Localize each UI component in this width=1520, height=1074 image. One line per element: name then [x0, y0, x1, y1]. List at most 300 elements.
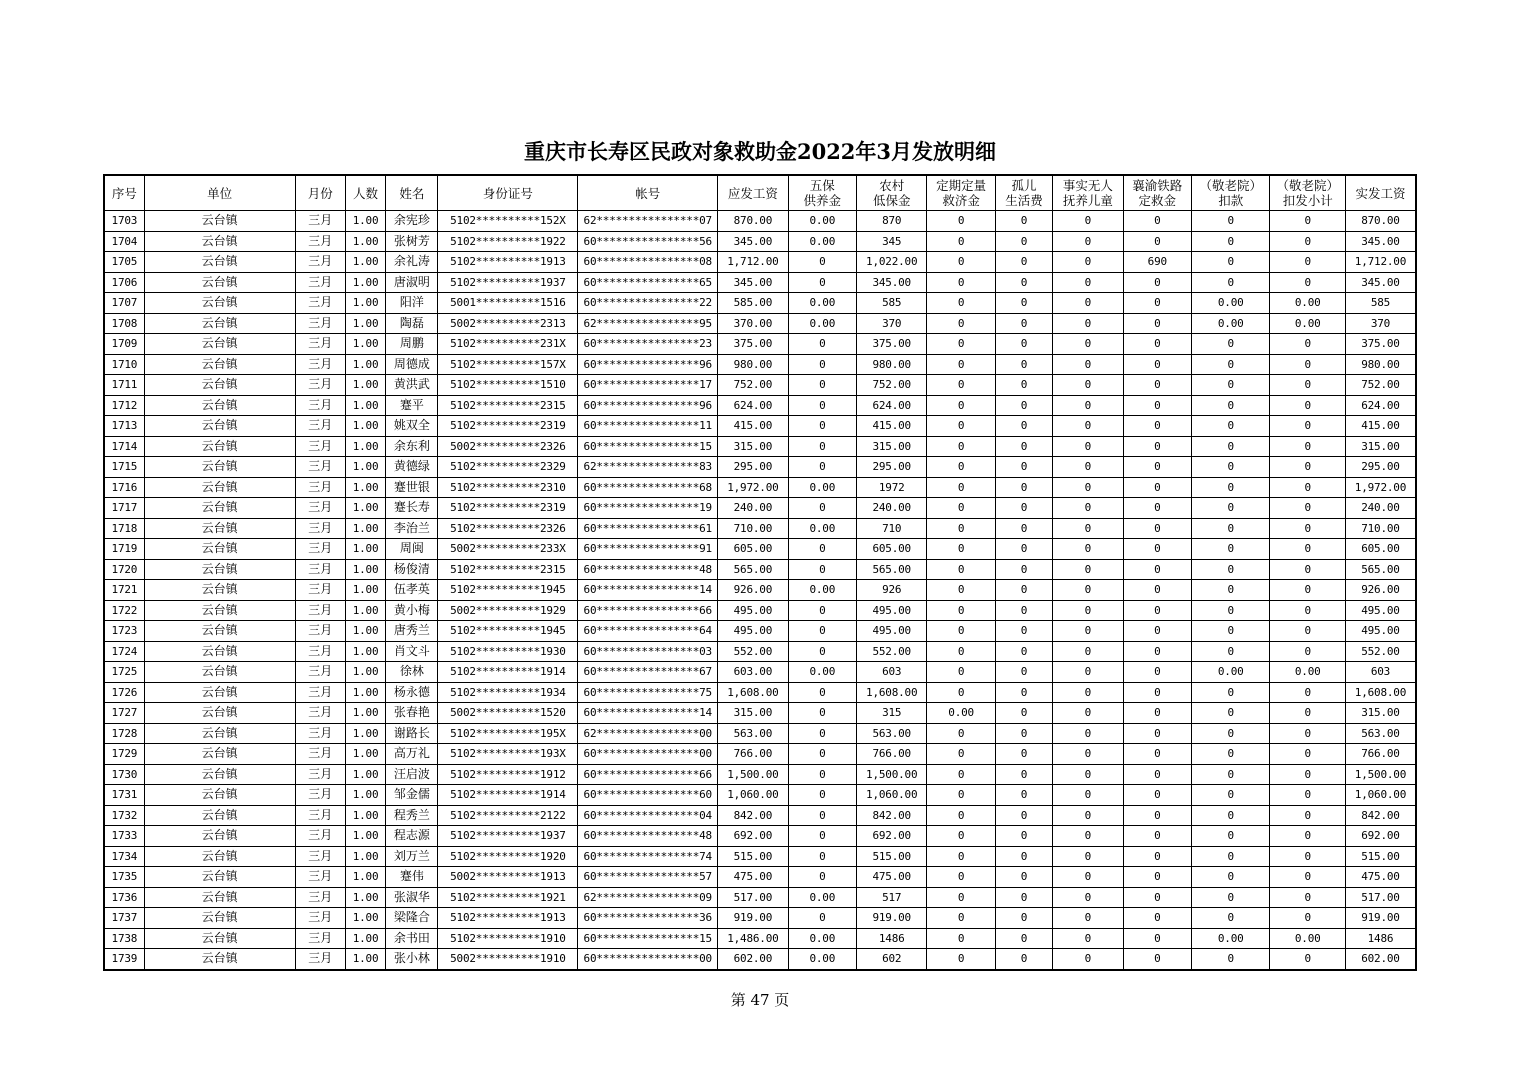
- cell-orphan-allowance: 0: [995, 723, 1052, 744]
- cell-unsupported-child: 0: [1053, 662, 1123, 683]
- cell-count: 1.00: [345, 518, 385, 539]
- table-row: [104, 846, 1416, 867]
- cell-rural-minimum: 605.00: [857, 539, 927, 560]
- cell-unit: 云台镇: [144, 559, 295, 580]
- cell-railway-relief: 0: [1123, 949, 1191, 970]
- cell-id-number: 5102**********1930: [438, 641, 578, 662]
- cell-net-pay: 842.00: [1345, 805, 1416, 826]
- cell-orphan-allowance: 0: [995, 211, 1052, 232]
- cell-name: 谢路长: [386, 723, 438, 744]
- cell-five-guarantee: 0: [788, 764, 856, 785]
- cell-index: 1721: [104, 580, 144, 601]
- cell-fixed-relief: 0: [927, 621, 995, 642]
- cell-unit: 云台镇: [144, 580, 295, 601]
- cell-account: 60****************22: [578, 293, 718, 314]
- cell-unit: 云台镇: [144, 416, 295, 437]
- cell-orphan-allowance: 0: [995, 272, 1052, 293]
- cell-id-number: 5102**********1922: [438, 231, 578, 252]
- table-body: [104, 211, 1416, 970]
- cell-rural-minimum: 315: [857, 703, 927, 724]
- cell-nursing-deduction: 0: [1192, 252, 1270, 273]
- cell-fixed-relief: 0: [927, 846, 995, 867]
- cell-id-number: 5102**********2319: [438, 416, 578, 437]
- cell-railway-relief: 0: [1123, 518, 1191, 539]
- cell-index: 1726: [104, 682, 144, 703]
- cell-nursing-subtotal: 0: [1270, 723, 1345, 744]
- cell-index: 1733: [104, 826, 144, 847]
- cell-railway-relief: 0: [1123, 334, 1191, 355]
- cell-index: 1731: [104, 785, 144, 806]
- cell-orphan-allowance: 0: [995, 231, 1052, 252]
- cell-name: 黄德绿: [386, 457, 438, 478]
- cell-index: 1716: [104, 477, 144, 498]
- cell-net-pay: 565.00: [1345, 559, 1416, 580]
- cell-index: 1713: [104, 416, 144, 437]
- cell-fixed-relief: 0: [927, 457, 995, 478]
- cell-orphan-allowance: 0: [995, 764, 1052, 785]
- cell-count: 1.00: [345, 477, 385, 498]
- cell-nursing-deduction: 0: [1192, 375, 1270, 396]
- header-unsupported-child: 事实无人 抚养儿童: [1053, 175, 1123, 211]
- cell-month: 三月: [295, 354, 345, 375]
- cell-gross-pay: 517.00: [718, 887, 788, 908]
- cell-id-number: 5102**********1937: [438, 826, 578, 847]
- cell-name: 周闽: [386, 539, 438, 560]
- cell-gross-pay: 605.00: [718, 539, 788, 560]
- cell-index: 1732: [104, 805, 144, 826]
- cell-five-guarantee: 0.00: [788, 580, 856, 601]
- cell-nursing-subtotal: 0: [1270, 703, 1345, 724]
- cell-unsupported-child: 0: [1053, 764, 1123, 785]
- cell-unsupported-child: 0: [1053, 908, 1123, 929]
- cell-railway-relief: 690: [1123, 252, 1191, 273]
- cell-id-number: 5102**********1945: [438, 580, 578, 601]
- cell-month: 三月: [295, 416, 345, 437]
- cell-unsupported-child: 0: [1053, 477, 1123, 498]
- cell-fixed-relief: 0: [927, 252, 995, 273]
- cell-gross-pay: 475.00: [718, 867, 788, 888]
- cell-nursing-subtotal: 0: [1270, 354, 1345, 375]
- cell-account: 60****************61: [578, 518, 718, 539]
- cell-fixed-relief: 0: [927, 928, 995, 949]
- cell-five-guarantee: 0: [788, 703, 856, 724]
- cell-five-guarantee: 0.00: [788, 293, 856, 314]
- cell-count: 1.00: [345, 416, 385, 437]
- cell-unit: 云台镇: [144, 805, 295, 826]
- cell-unit: 云台镇: [144, 928, 295, 949]
- cell-rural-minimum: 842.00: [857, 805, 927, 826]
- cell-five-guarantee: 0: [788, 395, 856, 416]
- cell-nursing-subtotal: 0.00: [1270, 293, 1345, 314]
- table-row: [104, 600, 1416, 621]
- cell-name: 周德成: [386, 354, 438, 375]
- cell-name: 余礼涛: [386, 252, 438, 273]
- cell-five-guarantee: 0: [788, 867, 856, 888]
- cell-unsupported-child: 0: [1053, 436, 1123, 457]
- cell-nursing-subtotal: 0: [1270, 559, 1345, 580]
- cell-nursing-deduction: 0: [1192, 457, 1270, 478]
- cell-id-number: 5102**********1913: [438, 908, 578, 929]
- cell-account: 62****************95: [578, 313, 718, 334]
- cell-index: 1707: [104, 293, 144, 314]
- cell-id-number: 5102**********1937: [438, 272, 578, 293]
- cell-fixed-relief: 0: [927, 785, 995, 806]
- cell-orphan-allowance: 0: [995, 621, 1052, 642]
- cell-fixed-relief: 0: [927, 375, 995, 396]
- cell-orphan-allowance: 0: [995, 252, 1052, 273]
- cell-fixed-relief: 0: [927, 600, 995, 621]
- cell-nursing-deduction: 0: [1192, 949, 1270, 970]
- cell-rural-minimum: 692.00: [857, 826, 927, 847]
- cell-count: 1.00: [345, 867, 385, 888]
- cell-gross-pay: 315.00: [718, 703, 788, 724]
- cell-account: 60****************14: [578, 580, 718, 601]
- cell-net-pay: 315.00: [1345, 703, 1416, 724]
- cell-net-pay: 1,500.00: [1345, 764, 1416, 785]
- cell-unsupported-child: 0: [1053, 867, 1123, 888]
- header-gross-pay: 应发工资: [718, 175, 788, 211]
- table-row: [104, 539, 1416, 560]
- cell-five-guarantee: 0: [788, 805, 856, 826]
- table-row: [104, 518, 1416, 539]
- cell-nursing-deduction: 0.00: [1192, 313, 1270, 334]
- cell-unit: 云台镇: [144, 334, 295, 355]
- cell-month: 三月: [295, 887, 345, 908]
- cell-railway-relief: 0: [1123, 621, 1191, 642]
- cell-railway-relief: 0: [1123, 600, 1191, 621]
- cell-account: 60****************65: [578, 272, 718, 293]
- cell-orphan-allowance: 0: [995, 313, 1052, 334]
- cell-fixed-relief: 0: [927, 334, 995, 355]
- cell-five-guarantee: 0: [788, 600, 856, 621]
- cell-month: 三月: [295, 313, 345, 334]
- cell-rural-minimum: 926: [857, 580, 927, 601]
- cell-nursing-subtotal: 0: [1270, 375, 1345, 396]
- cell-month: 三月: [295, 395, 345, 416]
- cell-fixed-relief: 0: [927, 887, 995, 908]
- header-five-guarantee: 五保 供养金: [788, 175, 856, 211]
- document-title: 重庆市长寿区民政对象救助金2022年3月发放明细: [523, 139, 997, 164]
- cell-net-pay: 1,608.00: [1345, 682, 1416, 703]
- cell-name: 伍孝英: [386, 580, 438, 601]
- cell-nursing-subtotal: 0: [1270, 477, 1345, 498]
- cell-nursing-deduction: 0.00: [1192, 662, 1270, 683]
- cell-fixed-relief: 0: [927, 518, 995, 539]
- cell-unit: 云台镇: [144, 744, 295, 765]
- cell-month: 三月: [295, 682, 345, 703]
- cell-gross-pay: 315.00: [718, 436, 788, 457]
- cell-fixed-relief: 0: [927, 313, 995, 334]
- cell-nursing-subtotal: 0: [1270, 395, 1345, 416]
- cell-month: 三月: [295, 477, 345, 498]
- cell-nursing-deduction: 0: [1192, 621, 1270, 642]
- cell-net-pay: 370: [1345, 313, 1416, 334]
- cell-unit: 云台镇: [144, 395, 295, 416]
- cell-net-pay: 624.00: [1345, 395, 1416, 416]
- cell-index: 1709: [104, 334, 144, 355]
- cell-month: 三月: [295, 211, 345, 232]
- cell-id-number: 5002**********233X: [438, 539, 578, 560]
- cell-railway-relief: 0: [1123, 436, 1191, 457]
- cell-five-guarantee: 0.00: [788, 211, 856, 232]
- cell-gross-pay: 766.00: [718, 744, 788, 765]
- cell-five-guarantee: 0: [788, 826, 856, 847]
- cell-gross-pay: 919.00: [718, 908, 788, 929]
- cell-nursing-deduction: 0: [1192, 580, 1270, 601]
- header-count: 人数: [345, 175, 385, 211]
- cell-unit: 云台镇: [144, 313, 295, 334]
- cell-five-guarantee: 0: [788, 252, 856, 273]
- cell-net-pay: 919.00: [1345, 908, 1416, 929]
- header-nursing-deduction: （敬老院） 扣款: [1192, 175, 1270, 211]
- cell-unsupported-child: 0: [1053, 805, 1123, 826]
- cell-count: 1.00: [345, 272, 385, 293]
- table-row: [104, 949, 1416, 970]
- cell-gross-pay: 1,500.00: [718, 764, 788, 785]
- cell-count: 1.00: [345, 662, 385, 683]
- cell-unit: 云台镇: [144, 436, 295, 457]
- cell-gross-pay: 415.00: [718, 416, 788, 437]
- cell-gross-pay: 552.00: [718, 641, 788, 662]
- cell-fixed-relief: 0: [927, 477, 995, 498]
- cell-count: 1.00: [345, 354, 385, 375]
- cell-five-guarantee: 0: [788, 723, 856, 744]
- cell-five-guarantee: 0: [788, 908, 856, 929]
- cell-orphan-allowance: 0: [995, 293, 1052, 314]
- cell-rural-minimum: 375.00: [857, 334, 927, 355]
- cell-unit: 云台镇: [144, 908, 295, 929]
- cell-index: 1734: [104, 846, 144, 867]
- cell-net-pay: 926.00: [1345, 580, 1416, 601]
- cell-orphan-allowance: 0: [995, 436, 1052, 457]
- cell-railway-relief: 0: [1123, 723, 1191, 744]
- cell-nursing-deduction: 0: [1192, 231, 1270, 252]
- cell-account: 60****************48: [578, 559, 718, 580]
- cell-index: 1710: [104, 354, 144, 375]
- cell-index: 1730: [104, 764, 144, 785]
- cell-id-number: 5102**********1920: [438, 846, 578, 867]
- cell-account: 62****************00: [578, 723, 718, 744]
- cell-index: 1737: [104, 908, 144, 929]
- cell-unsupported-child: 0: [1053, 293, 1123, 314]
- cell-name: 汪启波: [386, 764, 438, 785]
- cell-unit: 云台镇: [144, 231, 295, 252]
- cell-index: 1724: [104, 641, 144, 662]
- cell-orphan-allowance: 0: [995, 703, 1052, 724]
- cell-name: 唐秀兰: [386, 621, 438, 642]
- cell-fixed-relief: 0: [927, 559, 995, 580]
- cell-name: 肖文斗: [386, 641, 438, 662]
- cell-rural-minimum: 1,500.00: [857, 764, 927, 785]
- cell-name: 程秀兰: [386, 805, 438, 826]
- table-row: [104, 354, 1416, 375]
- cell-count: 1.00: [345, 211, 385, 232]
- cell-id-number: 5102**********2326: [438, 518, 578, 539]
- cell-orphan-allowance: 0: [995, 785, 1052, 806]
- cell-id-number: 5102**********1914: [438, 785, 578, 806]
- cell-gross-pay: 295.00: [718, 457, 788, 478]
- cell-account: 60****************08: [578, 252, 718, 273]
- table-row: [104, 436, 1416, 457]
- cell-unit: 云台镇: [144, 293, 295, 314]
- cell-month: 三月: [295, 949, 345, 970]
- cell-rural-minimum: 517: [857, 887, 927, 908]
- cell-unsupported-child: 0: [1053, 272, 1123, 293]
- cell-unsupported-child: 0: [1053, 416, 1123, 437]
- cell-nursing-subtotal: 0: [1270, 621, 1345, 642]
- cell-fixed-relief: 0: [927, 662, 995, 683]
- cell-month: 三月: [295, 764, 345, 785]
- cell-count: 1.00: [345, 928, 385, 949]
- cell-rural-minimum: 1,022.00: [857, 252, 927, 273]
- cell-rural-minimum: 475.00: [857, 867, 927, 888]
- cell-nursing-subtotal: 0: [1270, 867, 1345, 888]
- header-account: 帐号: [578, 175, 718, 211]
- cell-id-number: 5002**********1913: [438, 867, 578, 888]
- cell-railway-relief: 0: [1123, 764, 1191, 785]
- cell-five-guarantee: 0: [788, 785, 856, 806]
- cell-index: 1728: [104, 723, 144, 744]
- cell-nursing-deduction: 0: [1192, 539, 1270, 560]
- cell-fixed-relief: 0: [927, 826, 995, 847]
- cell-count: 1.00: [345, 231, 385, 252]
- cell-orphan-allowance: 0: [995, 395, 1052, 416]
- cell-count: 1.00: [345, 600, 385, 621]
- cell-month: 三月: [295, 293, 345, 314]
- cell-railway-relief: 0: [1123, 744, 1191, 765]
- cell-nursing-subtotal: 0: [1270, 682, 1345, 703]
- table-row: [104, 703, 1416, 724]
- cell-index: 1704: [104, 231, 144, 252]
- cell-railway-relief: 0: [1123, 272, 1191, 293]
- cell-fixed-relief: 0: [927, 867, 995, 888]
- cell-orphan-allowance: 0: [995, 477, 1052, 498]
- cell-unit: 云台镇: [144, 621, 295, 642]
- cell-name: 张春艳: [386, 703, 438, 724]
- cell-id-number: 5102**********1914: [438, 662, 578, 683]
- cell-account: 62****************09: [578, 887, 718, 908]
- cell-fixed-relief: 0: [927, 354, 995, 375]
- table-row: [104, 211, 1416, 232]
- table-row: [104, 641, 1416, 662]
- cell-unit: 云台镇: [144, 641, 295, 662]
- cell-count: 1.00: [345, 908, 385, 929]
- cell-unit: 云台镇: [144, 211, 295, 232]
- cell-gross-pay: 926.00: [718, 580, 788, 601]
- table-row: [104, 682, 1416, 703]
- cell-net-pay: 710.00: [1345, 518, 1416, 539]
- cell-account: 60****************68: [578, 477, 718, 498]
- cell-name: 余书田: [386, 928, 438, 949]
- cell-account: 60****************00: [578, 949, 718, 970]
- cell-net-pay: 515.00: [1345, 846, 1416, 867]
- cell-account: 60****************03: [578, 641, 718, 662]
- cell-unsupported-child: 0: [1053, 334, 1123, 355]
- cell-railway-relief: 0: [1123, 539, 1191, 560]
- table-row: [104, 621, 1416, 642]
- header-net-pay: 实发工资: [1345, 175, 1416, 211]
- cell-month: 三月: [295, 252, 345, 273]
- cell-gross-pay: 495.00: [718, 621, 788, 642]
- cell-rural-minimum: 602: [857, 949, 927, 970]
- cell-rural-minimum: 710: [857, 518, 927, 539]
- cell-net-pay: 240.00: [1345, 498, 1416, 519]
- cell-fixed-relief: 0: [927, 395, 995, 416]
- table-row: [104, 580, 1416, 601]
- cell-unit: 云台镇: [144, 867, 295, 888]
- cell-account: 60****************67: [578, 662, 718, 683]
- cell-five-guarantee: 0: [788, 682, 856, 703]
- cell-orphan-allowance: 0: [995, 846, 1052, 867]
- cell-nursing-deduction: 0: [1192, 908, 1270, 929]
- cell-name: 姚双全: [386, 416, 438, 437]
- header-row: [104, 175, 1416, 211]
- cell-unit: 云台镇: [144, 785, 295, 806]
- cell-month: 三月: [295, 621, 345, 642]
- cell-id-number: 5102**********2122: [438, 805, 578, 826]
- cell-name: 周鹏: [386, 334, 438, 355]
- payment-table: [103, 174, 1417, 971]
- cell-unsupported-child: 0: [1053, 723, 1123, 744]
- cell-unsupported-child: 0: [1053, 682, 1123, 703]
- cell-unsupported-child: 0: [1053, 928, 1123, 949]
- cell-rural-minimum: 1486: [857, 928, 927, 949]
- cell-net-pay: 692.00: [1345, 826, 1416, 847]
- cell-index: 1715: [104, 457, 144, 478]
- header-unit: 单位: [144, 175, 295, 211]
- cell-name: 程志源: [386, 826, 438, 847]
- cell-nursing-subtotal: 0: [1270, 846, 1345, 867]
- cell-count: 1.00: [345, 539, 385, 560]
- cell-fixed-relief: 0: [927, 436, 995, 457]
- cell-unit: 云台镇: [144, 539, 295, 560]
- cell-net-pay: 345.00: [1345, 272, 1416, 293]
- cell-nursing-deduction: 0: [1192, 272, 1270, 293]
- cell-count: 1.00: [345, 764, 385, 785]
- cell-unsupported-child: 0: [1053, 600, 1123, 621]
- cell-net-pay: 415.00: [1345, 416, 1416, 437]
- cell-index: 1718: [104, 518, 144, 539]
- cell-id-number: 5102**********152X: [438, 211, 578, 232]
- cell-net-pay: 870.00: [1345, 211, 1416, 232]
- table-row: [104, 313, 1416, 334]
- cell-five-guarantee: 0: [788, 436, 856, 457]
- cell-unsupported-child: 0: [1053, 539, 1123, 560]
- cell-orphan-allowance: 0: [995, 416, 1052, 437]
- cell-orphan-allowance: 0: [995, 662, 1052, 683]
- table-row: [104, 272, 1416, 293]
- cell-unit: 云台镇: [144, 375, 295, 396]
- cell-five-guarantee: 0.00: [788, 887, 856, 908]
- cell-net-pay: 315.00: [1345, 436, 1416, 457]
- cell-unit: 云台镇: [144, 723, 295, 744]
- cell-index: 1714: [104, 436, 144, 457]
- cell-index: 1708: [104, 313, 144, 334]
- cell-count: 1.00: [345, 723, 385, 744]
- table-row: [104, 252, 1416, 273]
- cell-gross-pay: 692.00: [718, 826, 788, 847]
- table-row: [104, 764, 1416, 785]
- cell-nursing-deduction: 0: [1192, 703, 1270, 724]
- cell-month: 三月: [295, 805, 345, 826]
- cell-unsupported-child: 0: [1053, 231, 1123, 252]
- cell-index: 1727: [104, 703, 144, 724]
- cell-month: 三月: [295, 498, 345, 519]
- cell-five-guarantee: 0: [788, 416, 856, 437]
- cell-five-guarantee: 0.00: [788, 231, 856, 252]
- cell-gross-pay: 345.00: [718, 272, 788, 293]
- cell-account: 60****************17: [578, 375, 718, 396]
